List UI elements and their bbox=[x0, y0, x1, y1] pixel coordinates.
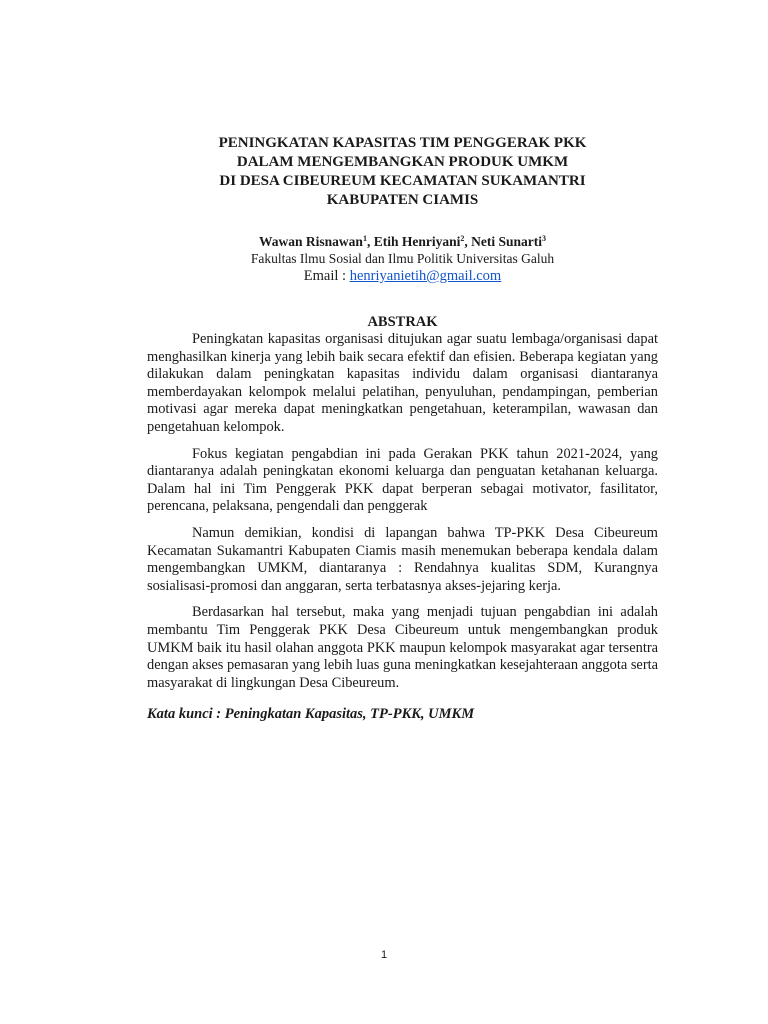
affiliation: Fakultas Ilmu Sosial dan Ilmu Politik Universitas Galuh bbox=[250, 251, 555, 266]
author-name: Neti Sunarti bbox=[471, 234, 542, 249]
email-link[interactable]: henriyanietih@gmail.com bbox=[349, 268, 502, 284]
email-line bbox=[147, 268, 658, 285]
title-line: DI DESA CIBEUREUM KECAMATAN SUKAMANTRI bbox=[219, 173, 586, 189]
author-list bbox=[147, 230, 658, 250]
abstract-paragraph: Berdasarkan hal tersebut, maka yang menjadi tujuan pengabdian ini adalah membantu Tim Penggerak PKK Desa Cibeureum untuk mengembangkan produk UMKM baik itu hasil olahan anggota PKK maupun kelompok masyarakat agar tersentra dengan akses pemasaran yang lebih luas guna meningkatkan kesejahteraan anggota serta masyarakat di lingkungan Desa Cibeureum. bbox=[147, 604, 658, 691]
keywords: Kata kunci : Peningkatan Kapasitas, TP-PKK, UMKM bbox=[147, 706, 475, 722]
title-line: PENINGKATAN KAPASITAS TIM PENGGERAK PKK bbox=[218, 135, 587, 151]
author-affiliation-mark: 3 bbox=[541, 234, 546, 243]
author-block bbox=[147, 230, 658, 285]
email-label: Email : bbox=[303, 268, 350, 284]
author-affiliation-mark: 1 bbox=[362, 234, 367, 243]
author-separator: , bbox=[464, 234, 472, 249]
title-line: KABUPATEN CIAMIS bbox=[326, 192, 479, 208]
page-number: 1 bbox=[380, 949, 388, 961]
abstract-paragraph: Peningkatan kapasitas organisasi ditujukan agar suatu lembaga/organisasi dapat menghasilkan kinerja yang lebih baik secara efektif dan efisien. Beberapa kegiatan yang dilakukan dalam peningkatan kapasitas individu dalam organisasi diantaranya memberdayakan kelompok melalui pelatihan, penyuluhan, pendampingan, pemberian motivasi agar mereka dapat meningkatkan pengetahuan, keterampilan, wawasan dan pengetahuan kelompok. bbox=[147, 331, 658, 435]
title-line: DALAM MENGEMBANGKAN PRODUK UMKM bbox=[236, 154, 569, 170]
abstract-body bbox=[147, 331, 658, 701]
author-affiliation-mark: 2 bbox=[460, 234, 465, 243]
abstract-heading: ABSTRAK bbox=[367, 314, 438, 330]
author-name: Wawan Risnawan bbox=[259, 234, 363, 249]
author-separator: , bbox=[366, 234, 374, 249]
paper-title bbox=[147, 134, 658, 210]
abstract-paragraph: Namun demikian, kondisi di lapangan bahwa TP-PKK Desa Cibeureum Kecamatan Sukamantri Kabupaten Ciamis masih menemukan beberapa kendala dalam mengembangkan UMKM, diantaranya : Rendahnya kualitas SDM, Kurangnya sosialisasi-promosi dan anggaran, serta terbatasnya akses-jejaring kerja. bbox=[147, 524, 658, 594]
abstract-paragraph: Fokus kegiatan pengabdian ini pada Gerakan PKK tahun 2021-2024, yang diantaranya adalah peningkatan ekonomi keluarga dan penguatan ketahanan keluarga. Dalam hal ini Tim Penggerak PKK dapat berperan sebagai motivator, fasilitator, perencana, pelaksana, pengendali dan penggerak bbox=[147, 445, 658, 515]
author-name: Etih Henriyani bbox=[373, 234, 461, 249]
